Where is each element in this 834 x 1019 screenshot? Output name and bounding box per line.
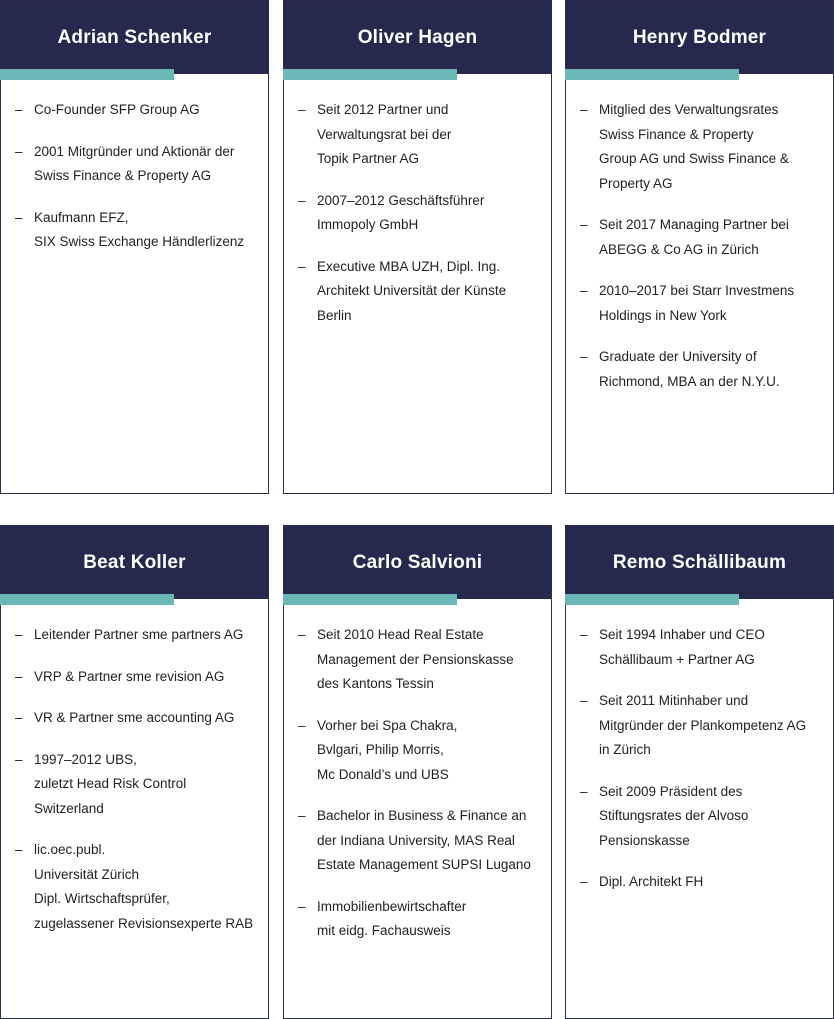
list-item-line: Swiss Finance & Property AG <box>34 168 212 183</box>
profile-name: Remo Schällibaum <box>566 526 833 599</box>
list-item-line: Stiftungsrates der Alvoso <box>599 808 749 823</box>
list-item <box>580 213 825 262</box>
profile-list <box>298 623 543 961</box>
dash-bullet: – <box>15 751 23 767</box>
list-item-line: des Kantons Tessin <box>317 676 434 691</box>
list-item-line: SIX Swiss Exchange Händlerlizenz <box>34 234 245 249</box>
dash-bullet: – <box>580 349 588 364</box>
list-item <box>298 895 543 944</box>
list-item-line: Management der Pensionskasse <box>317 651 514 667</box>
list-item-line: Graduate der University of <box>599 349 757 364</box>
accent-bar <box>0 594 174 605</box>
profile-card <box>283 0 552 494</box>
list-item-line: Seit 2017 Managing Partner bei <box>599 217 789 232</box>
list-item <box>298 623 543 697</box>
accent-bar <box>0 69 174 80</box>
dash-bullet: – <box>15 102 23 117</box>
list-item-line: Schällibaum + Partner AG <box>599 651 755 667</box>
dash-bullet: – <box>580 874 588 889</box>
list-item-line: Universität Zürich <box>34 866 140 882</box>
list-item-line: Seit 2010 Head Real Estate <box>317 627 484 642</box>
profile-list <box>298 98 543 345</box>
list-item <box>580 279 825 328</box>
dash-bullet: – <box>580 102 588 117</box>
list-item <box>15 706 260 731</box>
list-item-line: Architekt Universität der Künste <box>317 283 507 298</box>
list-item-line: Swiss Finance & Property <box>599 126 754 142</box>
list-item <box>298 98 543 172</box>
list-item-line: mit eidg. Fachausweis <box>317 923 451 938</box>
dash-bullet: – <box>15 627 23 642</box>
profile-card <box>283 525 552 1019</box>
list-item-line: in Zürich <box>599 742 651 757</box>
list-item-line: Seit 2012 Partner und <box>317 102 449 117</box>
list-item-line: der Indiana University, MAS Real <box>317 832 515 848</box>
list-item-line: Immobilienbewirtschafter <box>317 898 467 914</box>
list-item-line: 2010–2017 bei Starr Investmens <box>599 283 795 298</box>
profile-name: Adrian Schenker <box>1 1 268 74</box>
dash-bullet: – <box>580 217 588 232</box>
list-item-line: Mc Donald’s und UBS <box>317 766 449 782</box>
list-item <box>15 623 260 648</box>
list-item-line: Vorher bei Spa Chakra, <box>317 717 458 733</box>
list-item <box>298 255 543 329</box>
list-item-line: Mitglied des Verwaltungsrates <box>599 102 779 117</box>
dash-bullet: – <box>580 627 588 642</box>
list-item-line: ABEGG & Co AG in Zürich <box>599 241 759 257</box>
dash-bullet: – <box>298 898 306 914</box>
dash-bullet: – <box>15 209 23 225</box>
list-item-line: Immopoly GmbH <box>317 217 419 232</box>
dash-bullet: – <box>580 693 588 708</box>
dash-bullet: – <box>15 710 23 725</box>
profile-list <box>580 98 825 411</box>
list-item-line: 2007–2012 Geschäftsführer <box>317 192 485 208</box>
list-item-line: Property AG <box>599 175 673 191</box>
list-item <box>15 838 260 936</box>
dash-bullet: – <box>298 192 306 208</box>
list-item-line: Bachelor in Business & Finance an <box>317 808 527 823</box>
list-item-line: Seit 1994 Inhaber und CEO <box>599 627 765 642</box>
profile-name: Oliver Hagen <box>284 1 551 74</box>
list-item <box>580 870 825 895</box>
list-item-line: Leitender Partner sme partners AG <box>34 627 244 642</box>
dash-bullet: – <box>15 842 23 857</box>
list-item <box>298 804 543 878</box>
list-item-line: Dipl. Architekt FH <box>599 874 704 889</box>
list-item-line: Bvlgari, Philip Morris, <box>317 742 444 757</box>
accent-bar <box>565 594 739 605</box>
list-item <box>15 140 260 189</box>
dash-bullet: – <box>15 668 23 684</box>
list-item <box>15 748 260 822</box>
list-item-line: Switzerland <box>34 800 104 816</box>
list-item-line: zuletzt Head Risk Control <box>34 776 187 791</box>
dash-bullet: – <box>15 143 23 159</box>
list-item-line: Group AG und Swiss Finance & <box>599 151 789 166</box>
list-item-line: Estate Management SUPSI Lugano <box>317 857 531 872</box>
list-item <box>15 206 260 255</box>
dash-bullet: – <box>580 783 588 799</box>
list-item-line: 1997–2012 UBS, <box>34 751 137 767</box>
profile-name: Beat Koller <box>1 526 268 599</box>
list-item <box>15 98 260 123</box>
list-item <box>580 689 825 763</box>
list-item <box>580 780 825 854</box>
list-item-line: Mitgründer der Plankompetenz AG <box>599 717 807 733</box>
list-item-line: Seit 2009 Präsident des <box>599 783 743 799</box>
dash-bullet: – <box>298 627 306 642</box>
list-item <box>580 623 825 672</box>
list-item <box>580 345 825 394</box>
list-item-line: Topik Partner AG <box>317 151 420 166</box>
accent-bar <box>283 69 457 80</box>
accent-bar <box>283 594 457 605</box>
accent-bar <box>565 69 739 80</box>
list-item-line: lic.oec.publ. <box>34 842 106 857</box>
profile-list <box>15 623 260 953</box>
list-item-line: 2001 Mitgründer und Aktionär der <box>34 143 235 159</box>
profile-name: Henry Bodmer <box>566 1 833 74</box>
profile-card <box>565 525 834 1019</box>
list-item-line: Kaufmann EFZ, <box>34 209 129 225</box>
list-item-line: Seit 2011 Mitinhaber und <box>599 693 749 708</box>
list-item-line: Verwaltungsrat bei der <box>317 126 452 142</box>
list-item <box>15 665 260 690</box>
profile-list <box>15 98 260 272</box>
list-item-line: Pensionskasse <box>599 832 690 848</box>
list-item-line: Co-Founder SFP Group AG <box>34 102 200 117</box>
dash-bullet: – <box>298 808 306 823</box>
list-item <box>580 98 825 196</box>
profile-card <box>565 0 834 494</box>
dash-bullet: – <box>298 717 306 733</box>
dash-bullet: – <box>298 258 306 274</box>
profile-card <box>0 0 269 494</box>
list-item-line: Holdings in New York <box>599 307 727 323</box>
list-item <box>298 189 543 238</box>
list-item-line: VR & Partner sme accounting AG <box>34 710 235 725</box>
list-item-line: Executive MBA UZH, Dipl. Ing. <box>317 258 501 274</box>
dash-bullet: – <box>298 102 306 117</box>
profile-list <box>580 623 825 912</box>
dash-bullet: – <box>580 283 588 298</box>
profile-name: Carlo Salvioni <box>284 526 551 599</box>
list-item-line: Berlin <box>317 307 352 323</box>
list-item-line: zugelassener Revisionsexperte RAB <box>34 915 254 931</box>
list-item-line: VRP & Partner sme revision AG <box>34 668 225 684</box>
list-item-line: Dipl. Wirtschaftsprüfer, <box>34 891 170 906</box>
profile-card <box>0 525 269 1019</box>
list-item <box>298 714 543 788</box>
list-item-line: Richmond, MBA an der N.Y.U. <box>599 373 780 389</box>
